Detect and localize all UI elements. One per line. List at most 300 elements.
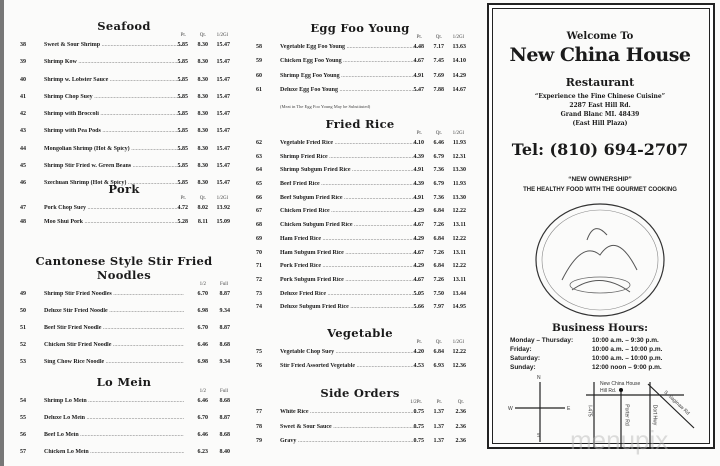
phone-number: Tel: (810) 694-2707: [511, 140, 689, 159]
item-price: 0.75: [413, 438, 424, 445]
item-number: 57: [20, 449, 26, 455]
item-number: 63: [256, 153, 262, 160]
item-number: 40: [20, 76, 26, 83]
item-number: 70: [256, 249, 262, 256]
item-price: 8.87: [219, 415, 230, 421]
item-price: 15.47: [216, 111, 230, 118]
item-price: 7.26: [433, 276, 444, 283]
item-price: 4.48: [413, 44, 424, 50]
ownership-text: “NEW OWNERSHIP”: [568, 176, 632, 183]
menu-item: [240, 58, 480, 72]
item-name: Shrimp Kow .....: [44, 59, 184, 65]
item-number: 64: [256, 167, 262, 174]
item-number: 45: [20, 163, 26, 170]
item-price: 6.70: [197, 325, 208, 331]
price-column-headers: [4, 196, 244, 205]
menu-item: [4, 432, 244, 449]
menu-section-seafood: [4, 19, 244, 198]
menu-item: [240, 250, 480, 264]
item-price: 6.46: [197, 432, 208, 438]
item-price: 8.30: [197, 42, 208, 48]
item-number: 51: [20, 325, 26, 331]
item-number: 59: [256, 58, 262, 65]
section-title: Seafood: [97, 19, 151, 33]
item-price: 7.36: [433, 194, 444, 201]
item-price: 13.63: [452, 44, 466, 50]
item-price: 5.85: [177, 145, 188, 152]
item-price: 6.46: [433, 140, 444, 146]
hours-day: Friday:: [510, 346, 532, 353]
menu-item: [4, 77, 244, 94]
menu-item: [240, 73, 480, 87]
item-number: 46: [20, 180, 26, 187]
item-price: 4.39: [413, 153, 424, 160]
compass-north: N: [537, 375, 541, 381]
item-number: 60: [256, 72, 262, 79]
item-number: 72: [256, 276, 262, 283]
price-column-headers: [4, 282, 244, 291]
item-price: 4.29: [413, 208, 424, 215]
item-price: 5.05: [413, 290, 424, 297]
item-number: 53: [20, 359, 26, 365]
hours-day: Sunday:: [510, 364, 536, 371]
item-name: Shrimp Lo Mein .....: [44, 398, 184, 404]
section-note: (Meat in The Egg Foo Young May be Substituted): [280, 103, 371, 109]
welcome-text: Welcome To: [566, 31, 634, 42]
item-price: 13.44: [452, 290, 466, 297]
price-header: Qt.: [457, 400, 464, 405]
item-price: 6.70: [197, 291, 208, 297]
item-price: 13.30: [452, 167, 466, 174]
item-price: 4.29: [413, 263, 424, 270]
item-number: 69: [256, 235, 262, 242]
menu-item: [240, 154, 480, 168]
item-number: 54: [20, 398, 26, 404]
item-price: 7.97: [433, 304, 444, 311]
hours-time: 12:00 noon – 9:00 p.m.: [592, 364, 662, 371]
item-name: Vegetable Chop Suey .....: [280, 349, 420, 355]
item-name: Sweet & Sour Shrimp .....: [44, 42, 184, 48]
item-price: 4.39: [413, 181, 424, 188]
hours-day: Saturday:: [510, 355, 540, 362]
menu-item: [240, 167, 480, 181]
item-price: 11.93: [452, 140, 466, 146]
item-price: 8.30: [197, 163, 208, 170]
item-price: 8.30: [197, 76, 208, 83]
menu-item: [4, 449, 244, 466]
item-price: 7.45: [433, 58, 444, 65]
item-number: 66: [256, 194, 262, 201]
item-name: Deluxe Stir Fried Noodle .....: [44, 308, 184, 314]
menu-item: [240, 304, 480, 318]
item-name: Pork Subgum Fried Rice .....: [280, 277, 420, 283]
item-name: Shrimp w. Lobster Sauce .....: [44, 77, 184, 83]
item-price: 4.29: [413, 235, 424, 242]
item-price: 12.22: [452, 235, 466, 242]
item-price: 6.98: [197, 308, 208, 314]
menu-item: [240, 438, 480, 453]
price-header: Pt.: [416, 35, 422, 40]
item-price: 6.84: [433, 235, 444, 242]
item-number: 38: [20, 42, 26, 48]
section-title: Side Orders: [320, 386, 400, 400]
restaurant-name: New China House: [509, 44, 691, 66]
item-price: 8.30: [197, 180, 208, 187]
item-price: 14.95: [452, 304, 466, 311]
item-price: 6.98: [197, 359, 208, 365]
item-name: Vegetable Egg Foo Young .....: [280, 44, 420, 50]
item-price: 4.91: [413, 194, 424, 201]
item-name: Mongolian Shrimp (Hot & Spicy) .....: [44, 146, 184, 152]
item-price: 8.11: [197, 219, 208, 225]
hours-day: Monday – Thursday:: [510, 337, 574, 344]
map-label-saginaw-rd: S. Saginaw Rd: [662, 389, 691, 417]
item-price: 6.79: [433, 181, 444, 188]
item-number: 47: [20, 205, 26, 211]
item-price: 7.17: [433, 44, 444, 50]
item-price: 13.92: [216, 205, 230, 211]
hours-time: 10:00 a.m. – 10:00 p.m.: [592, 346, 663, 353]
item-price: 12.22: [452, 208, 466, 215]
section-title: Vegetable: [327, 326, 393, 340]
hours-row: [510, 337, 680, 346]
watermark: menupix: [570, 425, 669, 455]
item-name: Shrimp Subgum Fried Rice .....: [280, 167, 420, 173]
item-number: 52: [20, 342, 26, 348]
price-header: Full: [219, 282, 228, 287]
menu-item: [240, 349, 480, 363]
menu-item: [240, 44, 480, 58]
item-name: Chicken Lo Mein .....: [44, 449, 184, 455]
item-number: 65: [256, 181, 262, 188]
item-price: 5.85: [177, 42, 188, 48]
item-price: 2.36: [455, 409, 466, 415]
item-number: 48: [20, 219, 26, 225]
item-price: 8.30: [197, 111, 208, 118]
menu-item: [4, 146, 244, 163]
item-number: 62: [256, 140, 262, 146]
item-price: 6.70: [197, 415, 208, 421]
menu-item: [4, 308, 244, 325]
item-price: 5.66: [413, 304, 424, 311]
item-number: 78: [256, 423, 262, 430]
menu-item: [4, 325, 244, 342]
menu-section-sides: [240, 386, 480, 453]
item-price: 5.85: [177, 180, 188, 187]
item-number: 58: [256, 44, 262, 50]
item-name: Beef Subgum Fried Rice .....: [280, 195, 420, 201]
section-title: Pork: [108, 182, 140, 196]
menu-item: [4, 42, 244, 59]
hours-row: [510, 355, 680, 364]
map-label-i475: I-475: [586, 405, 593, 417]
menu-item: [4, 219, 244, 233]
item-price: 6.79: [433, 153, 444, 160]
price-column-headers: [240, 131, 480, 140]
hours-time: 10:00 a.m. – 9:30 p.m.: [592, 337, 659, 344]
menu-item: [240, 140, 480, 154]
item-price: 4.10: [413, 140, 424, 146]
menu-section-friedrice: [240, 117, 480, 318]
item-price: 6.46: [197, 342, 208, 348]
restaurant-subtitle: Restaurant: [565, 76, 635, 89]
item-price: 6.93: [433, 363, 444, 369]
item-price: 8.40: [219, 449, 230, 455]
item-name: Chicken Stir Fried Noodle .....: [44, 342, 184, 348]
item-price: 4.91: [413, 167, 424, 174]
price-header: Pt.: [416, 131, 422, 136]
item-number: 67: [256, 208, 262, 215]
item-price: 4.67: [413, 222, 424, 229]
item-price: 4.67: [413, 249, 424, 256]
item-price: 8.87: [219, 291, 230, 297]
item-price: 6.84: [433, 263, 444, 270]
menu-section-lomein: [4, 375, 244, 466]
map-label-dort-hwy: Dort Hwy: [651, 404, 658, 426]
item-price: 13.11: [452, 222, 466, 229]
tagline: THE HEALTHY FOOD WITH THE GOURMET COOKING: [523, 187, 677, 193]
price-header: 1/2: [199, 389, 206, 394]
item-price: 4.67: [413, 276, 424, 283]
item-price: 7.36: [433, 167, 444, 174]
price-column-headers: [240, 35, 480, 44]
item-price: 12.31: [452, 153, 466, 160]
item-price: 13.11: [452, 249, 466, 256]
business-hours-title: Business Hours:: [551, 322, 649, 334]
item-price: 4.67: [413, 58, 424, 65]
item-price: 6.23: [197, 449, 208, 455]
price-column-headers: [4, 389, 244, 398]
business-hours-list: [510, 337, 680, 373]
item-name: Gravy .....: [280, 438, 420, 444]
item-name: Szechuan Shrimp (Hot & Spicy) .....: [44, 180, 184, 186]
item-number: 68: [256, 222, 262, 229]
item-name: Shrimp Chop Suey .....: [44, 94, 184, 100]
item-name: Beef Lo Mein .....: [44, 432, 184, 438]
item-price: 15.47: [216, 180, 230, 187]
hours-row: [510, 346, 680, 355]
item-number: 43: [20, 128, 26, 135]
item-price: 9.34: [219, 359, 230, 365]
address-line-1: 2287 East Hill Rd.: [569, 102, 631, 109]
price-header: Full: [219, 389, 228, 394]
item-name: Chicken Subgum Fried Rice .....: [280, 222, 420, 228]
menu-item: [4, 359, 244, 376]
item-price: 15.47: [216, 163, 230, 170]
menu-item: [4, 291, 244, 308]
menu-item: [4, 128, 244, 145]
item-name: Sing Chow Rice Noodle .....: [44, 359, 184, 365]
price-header: Pt.: [180, 33, 186, 38]
menu-item: [4, 342, 244, 359]
item-number: 61: [256, 87, 262, 94]
item-price: 5.85: [177, 76, 188, 83]
menu-item: [4, 163, 244, 180]
item-price: 7.69: [433, 72, 444, 79]
section-title: Fried Rice: [325, 117, 395, 131]
item-price: 8.68: [219, 342, 230, 348]
item-price: 15.47: [216, 42, 230, 48]
item-price: 0.75: [413, 409, 424, 415]
item-name: Shrimp with Broccoli .....: [44, 111, 184, 117]
item-price: 8.30: [197, 128, 208, 135]
section-title-line-2: Noodles: [96, 268, 152, 282]
item-name: Stir Fried Assorted Vegetable .....: [280, 363, 420, 369]
item-price: 8.02: [197, 205, 208, 211]
item-price: 8.30: [197, 59, 208, 66]
item-name: Vegetable Fried Rice .....: [280, 140, 420, 146]
item-name: Shrimp with Pea Pods .....: [44, 128, 184, 134]
item-number: 71: [256, 263, 262, 270]
item-price: 13.11: [452, 276, 466, 283]
item-name: Ham Subgum Fried Rice .....: [280, 250, 420, 256]
compass-west: W: [508, 406, 513, 412]
map-label-hill-rd: Hill Rd.: [600, 388, 617, 394]
price-header: Qt.: [435, 340, 442, 345]
menu-column-middle: [240, 0, 480, 466]
item-name: Ham Fried Rice .....: [280, 236, 420, 242]
menu-item: [240, 87, 480, 101]
item-price: 7.50: [433, 290, 444, 297]
menu-item: [240, 263, 480, 277]
price-header: Qt.: [435, 131, 442, 136]
item-price: 11.93: [452, 181, 466, 188]
item-name: Chicken Fried Rice .....: [280, 208, 420, 214]
item-price: 8.68: [219, 398, 230, 404]
item-price: 0.75: [413, 423, 424, 430]
menu-section-cantonese: [4, 254, 244, 376]
menu-item: [4, 398, 244, 415]
section-title: Lo Mein: [96, 375, 152, 389]
item-price: 15.47: [216, 93, 230, 100]
item-price: 7.88: [433, 87, 444, 94]
item-price: 8.30: [197, 93, 208, 100]
dragon-plate-illustration: [532, 200, 668, 320]
compass-south: S: [537, 433, 541, 439]
menu-cover-panel: [480, 0, 720, 466]
item-price: 1.37: [433, 438, 444, 445]
map-label-porter-rd: Porter Rd: [623, 404, 630, 426]
menu-item: [240, 236, 480, 250]
price-header: Qt.: [199, 196, 206, 201]
item-name: Deluxe Subgum Fried Rice .....: [280, 304, 420, 310]
item-number: 76: [256, 363, 262, 369]
item-price: 5.28: [177, 219, 188, 225]
section-title: Cantonese Style Stir Fried: [35, 254, 213, 268]
item-price: 8.68: [219, 432, 230, 438]
item-price: 1.37: [433, 423, 444, 430]
price-header: 1/2Gl: [452, 340, 464, 345]
item-price: 12.36: [452, 363, 466, 369]
item-name: Deluxe Fried Rice .....: [280, 291, 420, 297]
item-price: 15.47: [216, 59, 230, 66]
menu-item: [240, 181, 480, 195]
menu-item: [4, 415, 244, 432]
menu-item: [240, 409, 480, 424]
menu-item: [240, 222, 480, 236]
item-name: Deluxe Lo Mein .....: [44, 415, 184, 421]
item-price: 1.37: [433, 409, 444, 415]
price-header: 1/2: [199, 282, 206, 287]
price-header: Pt.: [416, 340, 422, 345]
item-name: Sweet & Sour Sauce .....: [280, 424, 420, 430]
item-price: 7.26: [433, 222, 444, 229]
item-price: 6.84: [433, 208, 444, 215]
menu-item: [240, 424, 480, 439]
menu-item: [240, 277, 480, 291]
item-price: 5.85: [177, 163, 188, 170]
item-price: 4.72: [177, 205, 188, 211]
item-price: 15.47: [216, 128, 230, 135]
menu-item: [240, 363, 480, 377]
price-column-headers: [240, 340, 480, 349]
price-header: 1/2Gl: [452, 131, 464, 136]
item-price: 15.09: [216, 219, 230, 225]
item-number: 49: [20, 291, 26, 297]
price-column-headers: [240, 400, 480, 409]
menu-item: [240, 208, 480, 222]
item-price: 5.85: [177, 93, 188, 100]
item-number: 42: [20, 111, 26, 118]
menu-column-left: [0, 0, 244, 466]
item-number: 50: [20, 308, 26, 314]
item-name: Beef Fried Rice .....: [280, 181, 420, 187]
address-line-2: Grand Blanc MI. 48439: [560, 111, 640, 118]
price-header: 1/2Gl: [216, 196, 228, 201]
menu-item: [4, 94, 244, 111]
menu-item: [240, 291, 480, 305]
address-line-3: (East Hill Plaza): [572, 120, 628, 127]
item-number: 79: [256, 438, 262, 445]
item-name: Chicken Egg Foo Young .....: [280, 58, 420, 64]
price-header: Qt.: [435, 35, 442, 40]
menu-item: [4, 59, 244, 76]
item-number: 41: [20, 93, 26, 100]
hours-time: 10:00 a.m. – 10:00 p.m.: [592, 355, 663, 362]
price-header: Qt.: [199, 33, 206, 38]
item-number: 73: [256, 290, 262, 297]
item-number: 75: [256, 349, 262, 355]
item-name: Pork Fried Rice .....: [280, 263, 420, 269]
item-price: 5.85: [177, 59, 188, 66]
item-price: 5.85: [177, 128, 188, 135]
item-name: Shrimp Egg Foo Young .....: [280, 73, 420, 79]
item-price: 2.36: [455, 438, 466, 445]
price-column-headers: [4, 33, 244, 42]
price-header: 1/2Pt.: [410, 400, 422, 405]
item-price: 4.53: [413, 363, 424, 369]
item-price: 15.47: [216, 145, 230, 152]
item-price: 4.91: [413, 72, 424, 79]
item-number: 39: [20, 59, 26, 66]
price-header: 1/2Gl: [216, 33, 228, 38]
item-name: Shrimp Fried Rice .....: [280, 154, 420, 160]
item-price: 8.87: [219, 325, 230, 331]
item-name: Moo Shui Pork .....: [44, 219, 184, 225]
item-number: 44: [20, 145, 26, 152]
item-price: 9.34: [219, 308, 230, 314]
item-price: 7.26: [433, 249, 444, 256]
item-price: 14.29: [452, 72, 466, 79]
item-name: Beef Stir Fried Noodle .....: [44, 325, 184, 331]
item-price: 14.10: [452, 58, 466, 65]
item-name: Deluxe Egg Foo Young .....: [280, 87, 420, 93]
item-number: 55: [20, 415, 26, 421]
slogan: “Experience the Fine Chinese Cuisine”: [534, 93, 666, 100]
price-header: Pt.: [180, 196, 186, 201]
item-name: Pork Chop Suey .....: [44, 205, 184, 211]
menu-item: [4, 111, 244, 128]
